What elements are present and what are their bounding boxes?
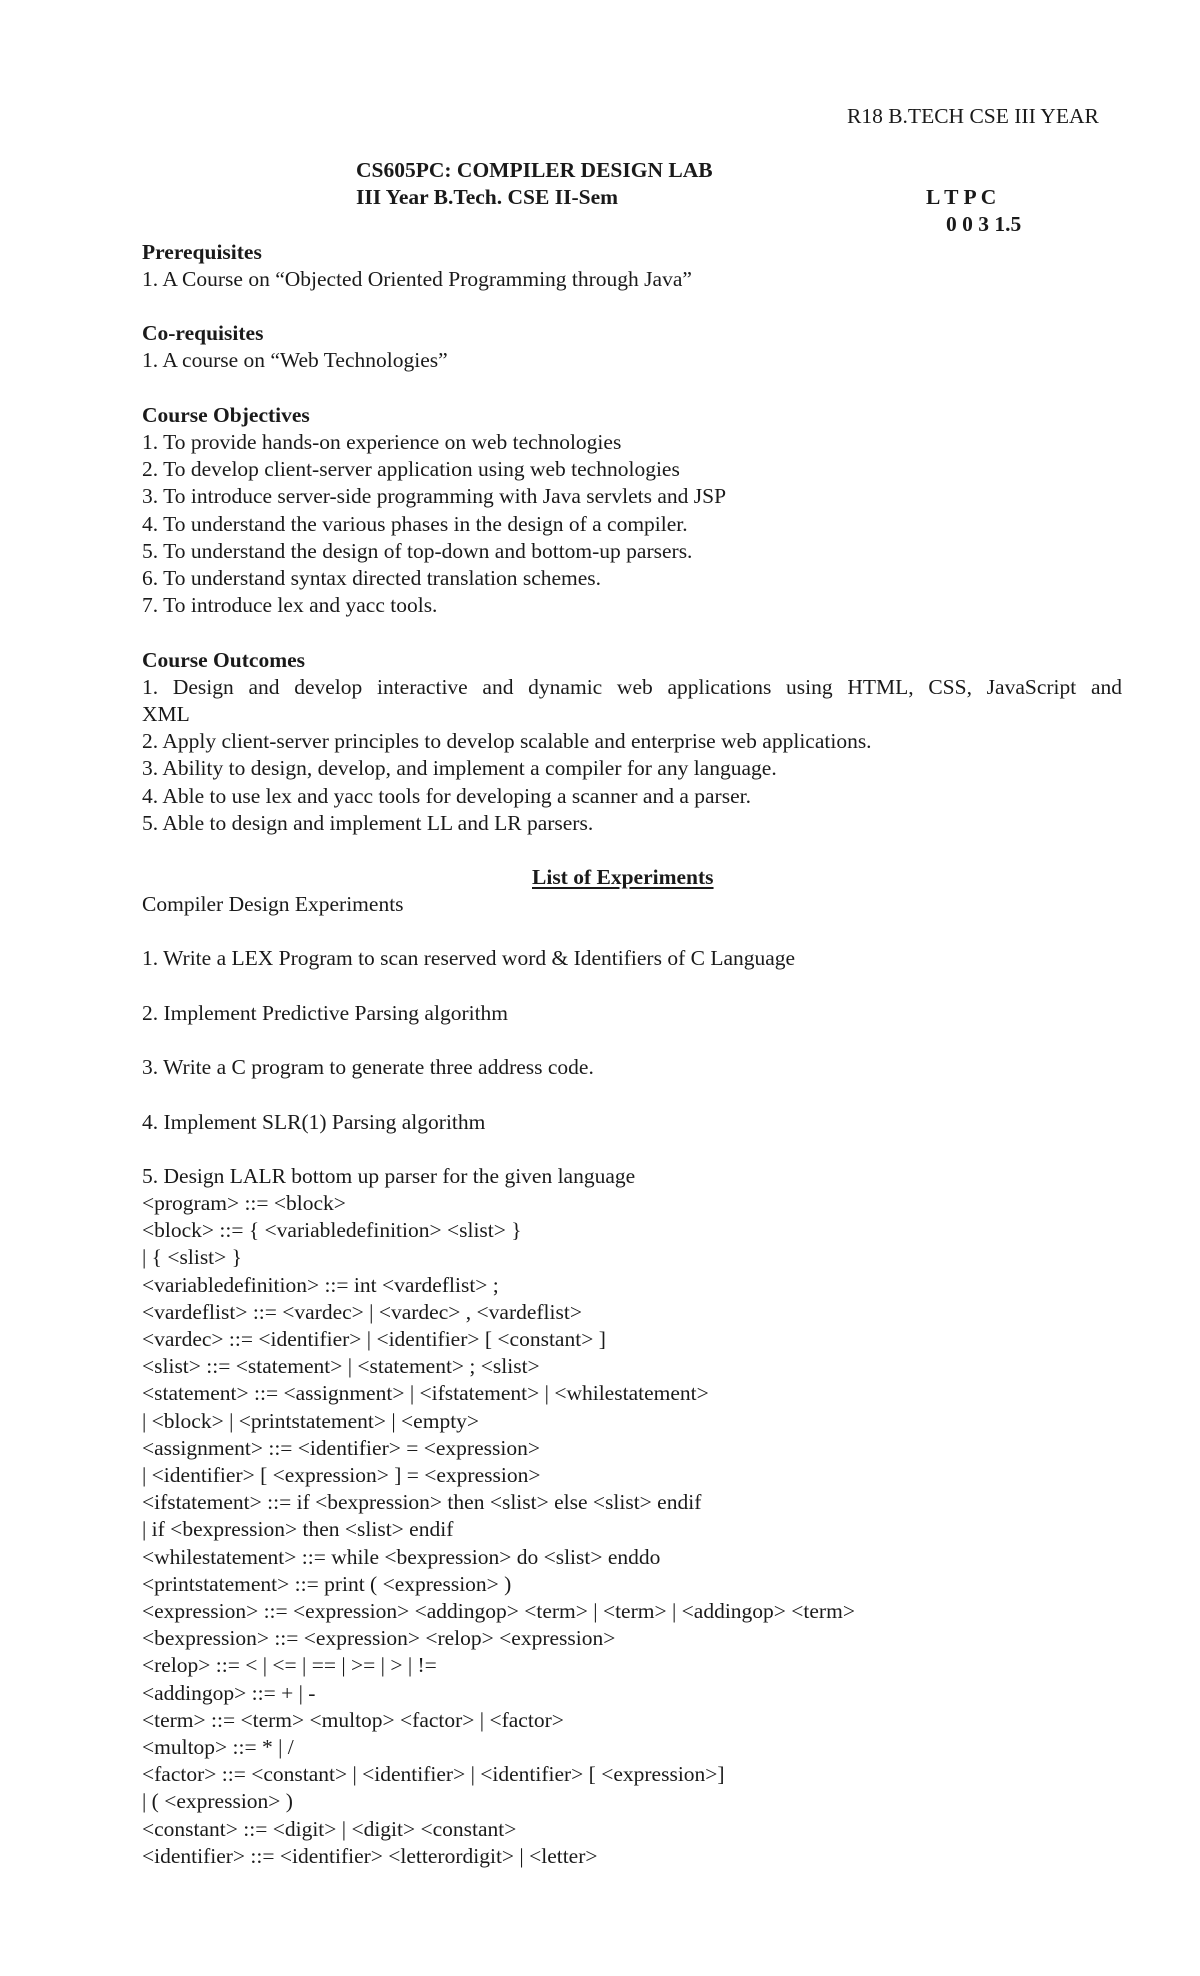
objectives-heading: Course Objectives <box>142 403 310 427</box>
outcomes-heading: Course Outcomes <box>142 648 306 672</box>
corequisite-item: 1. A course on “Web Technologies” <box>142 348 448 372</box>
grammar-rule: <bexpression> ::= <expression> <relop> <expression> <box>142 1626 616 1650</box>
outcome-item: 5. Able to design and implement LL and LR parsers. <box>142 811 594 835</box>
grammar-rule: <variabledefinition> ::= int <vardeflist> ; <box>142 1273 499 1297</box>
prerequisites-heading: Prerequisites <box>142 240 262 264</box>
grammar-rule: <expression> ::= <expression> <addingop> <term> | <term> | <addingop> <term> <box>142 1599 855 1623</box>
objective-item: 3. To introduce server-side programming with Java servlets and JSP <box>142 484 727 508</box>
grammar-rule: <printstatement> ::= print ( <expression> ) <box>142 1572 512 1596</box>
outcome-item-continuation: XML <box>142 702 190 726</box>
corequisites-heading: Co-requisites <box>142 321 264 345</box>
grammar-rule: <constant> ::= <digit> | <digit> <constant> <box>142 1817 517 1841</box>
experiment-item: 5. Design LALR bottom up parser for the given language <box>142 1164 636 1188</box>
course-title: CS605PC: COMPILER DESIGN LAB <box>356 158 713 182</box>
year-sem: III Year B.Tech. CSE II-Sem <box>356 185 619 209</box>
experiment-item: 3. Write a C program to generate three address code. <box>142 1055 594 1079</box>
experiments-heading: List of Experiments <box>532 865 714 889</box>
objective-item: 6. To understand syntax directed translation schemes. <box>142 566 602 590</box>
objective-item: 1. To provide hands-on experience on web technologies <box>142 430 622 454</box>
grammar-rule: <slist> ::= <statement> | <statement> ; <slist> <box>142 1354 540 1378</box>
outcome-item: 3. Ability to design, develop, and implement a compiler for any language. <box>142 756 777 780</box>
grammar-rule: <program> ::= <block> <box>142 1191 346 1215</box>
prerequisite-item: 1. A Course on “Objected Oriented Programming through Java” <box>142 267 692 291</box>
grammar-rule: <vardec> ::= <identifier> | <identifier> [ <constant> ] <box>142 1327 606 1351</box>
objective-item: 2. To develop client-server application using web technologies <box>142 457 680 481</box>
grammar-rule: | <identifier> [ <expression> ] = <expression> <box>142 1463 541 1487</box>
experiment-item: 2. Implement Predictive Parsing algorithm <box>142 1001 509 1025</box>
ltpc-label: L T P C <box>926 185 997 209</box>
grammar-rule: <block> ::= { <variabledefinition> <slist> } <box>142 1218 522 1242</box>
grammar-rule: <multop> ::= * | / <box>142 1735 294 1759</box>
grammar-rule: <term> ::= <term> <multop> <factor> | <factor> <box>142 1708 564 1732</box>
grammar-rule: <relop> ::= < | <= | == | >= | > | != <box>142 1653 437 1677</box>
grammar-rule: <factor> ::= <constant> | <identifier> | <identifier> [ <expression>] <box>142 1762 725 1786</box>
grammar-rule: | if <bexpression> then <slist> endif <box>142 1517 454 1541</box>
outcome-item: 1. Design and develop interactive and dynamic web applications using HTML, CSS, JavaScript and <box>142 675 1122 699</box>
grammar-rule: | { <slist> } <box>142 1245 242 1269</box>
outcome-item: 2. Apply client-server principles to develop scalable and enterprise web applications. <box>142 729 872 753</box>
experiment-item: 1. Write a LEX Program to scan reserved word & Identifiers of C Language <box>142 946 796 970</box>
ltpc-values: 0 0 3 1.5 <box>946 212 1022 236</box>
grammar-rule: | ( <expression> ) <box>142 1789 293 1813</box>
grammar-rule: <addingop> ::= + | - <box>142 1681 316 1705</box>
regulation-header: R18 B.TECH CSE III YEAR <box>847 104 1099 128</box>
grammar-rule: | <block> | <printstatement> | <empty> <box>142 1409 480 1433</box>
experiments-subtitle: Compiler Design Experiments <box>142 892 404 916</box>
objective-item: 7. To introduce lex and yacc tools. <box>142 593 438 617</box>
objective-item: 5. To understand the design of top-down and bottom-up parsers. <box>142 539 693 563</box>
grammar-rule: <ifstatement> ::= if <bexpression> then <slist> else <slist> endif <box>142 1490 702 1514</box>
grammar-rule: <vardeflist> ::= <vardec> | <vardec> , <vardeflist> <box>142 1300 582 1324</box>
grammar-rule: <assignment> ::= <identifier> = <expression> <box>142 1436 540 1460</box>
experiment-item: 4. Implement SLR(1) Parsing algorithm <box>142 1110 486 1134</box>
grammar-rule: <identifier> ::= <identifier> <letterordigit> | <letter> <box>142 1844 598 1868</box>
grammar-rule: <statement> ::= <assignment> | <ifstatement> | <whilestatement> <box>142 1381 709 1405</box>
outcome-item: 4. Able to use lex and yacc tools for developing a scanner and a parser. <box>142 784 751 808</box>
grammar-rule: <whilestatement> ::= while <bexpression> do <slist> enddo <box>142 1545 661 1569</box>
objective-item: 4. To understand the various phases in the design of a compiler. <box>142 512 688 536</box>
